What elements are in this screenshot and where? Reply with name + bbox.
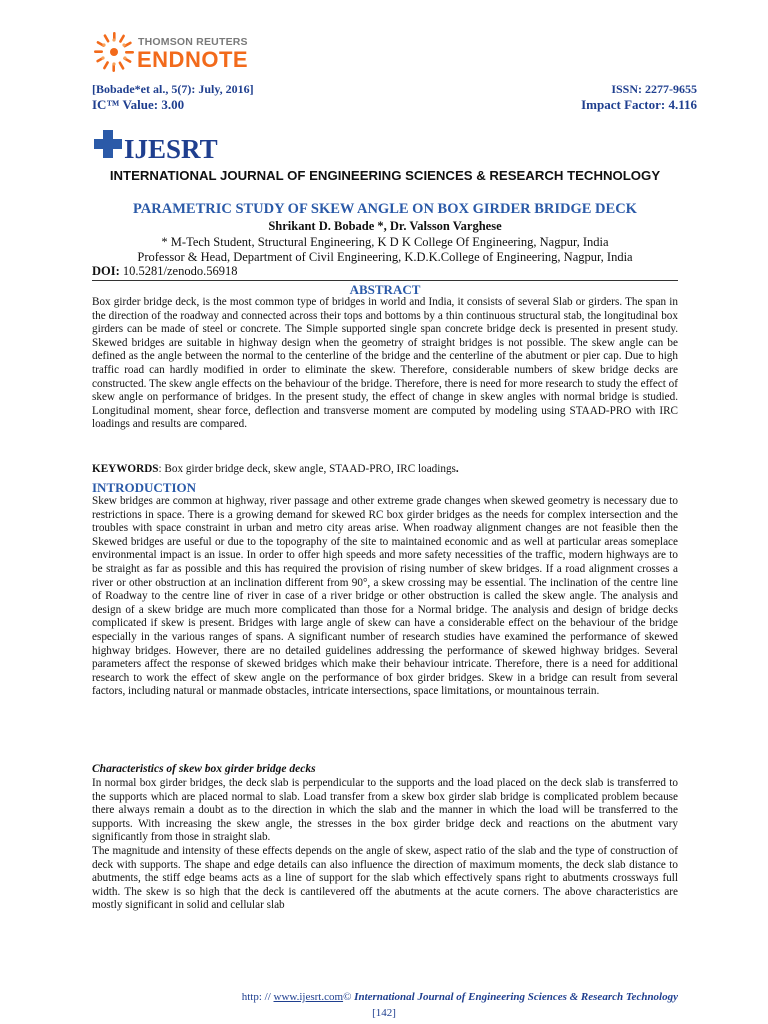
logo-product: ENDNOTE xyxy=(137,47,249,72)
keywords-end: . xyxy=(455,463,459,475)
journal-name: INTERNATIONAL JOURNAL OF ENGINEERING SCIENCES & RESEARCH TECHNOLOGY xyxy=(109,168,661,183)
introduction-text: Skew bridges are common at highway, river passage and other extreme grade changes when skewed geometry is necessary due to restrictions in space. There is a growing demand for skewed RC box girder bridges as the needs for complex intersection and the troubles with space constraint in urban and metro city areas arise. When roadway alignment changes are not feasible then the Skewed bridges are useful or due to the topography of the site to maintained economic and as well at particular areas someplace environmental impact is an issue. In order to offer high speeds and more safety necessities of the traffic, modern highways are to be straight as far as possible and this has required the provision of rising number of skew bridges. If a road alignment crosses a river or other obstruction at an inclination different from 90°, a skew crossing may be essential. The inclination of the centre line of Roadway to the centre line of river in case of a river bridge or other obstruction is called the skew angle. The analysis and design of a skew bridge are much more complicated than those for a Normal bridge. The analysis and design of bridge decks complicated if skew is present. Bridges with large angle of skew can have a considerable effect on the behaviour of the bridge especially in the various ranges of spans. A significant number of research studies have examined the performance of skewed highway bridges. However, there are no detailed guidelines addressing the performance of skewed highway bridges. Several parameters affect the response of skewed bridges which make their behaviour intricate. Therefore, there is a need for additional research to work the effect of skew angle on the performance of box girder bridges. Skew in a bridge can result from several factors, including natural or manmade obstacles, intricate intersections, space limitations, or mountainous terrain. xyxy=(92,495,678,698)
impact-factor: Impact Factor: 4.116 xyxy=(581,97,697,112)
affiliation-2: Professor & Head, Department of Civil Engineering, K.D.K.College of Engineering, Nagpur, India xyxy=(137,250,633,264)
doi-label: DOI: xyxy=(92,264,120,278)
footer-url-link[interactable]: www.ijesrt.com xyxy=(273,991,344,1003)
abstract-heading: ABSTRACT xyxy=(349,282,421,297)
affiliation-1: * M-Tech Student, Structural Engineering, K D K College Of Engineering, Nagpur, India xyxy=(161,235,609,249)
footer xyxy=(92,991,678,1003)
paper-title: PARAMETRIC STUDY OF SKEW ANGLE ON BOX GIRDER BRIDGE DECK xyxy=(133,201,637,217)
footer-prefix: http: // xyxy=(241,991,274,1003)
plus-icon xyxy=(94,130,122,158)
keywords-text: : Box girder bridge deck, skew angle, STAAD-PRO, IRC loadings xyxy=(158,463,456,475)
abstract-text: Box girder bridge deck, is the most common type of bridges in world and India, it consists of several Slab or girders. The span in the direction of the roadway and connected across their tops and bottoms by a thin continuous structural stab, the longitudinal box girders can be made of steel or concrete. The Simple supported single span concrete bridge deck is presented in present study. Skewed bridges are suitable in highway design when the geometry of straight bridges is not possible. The skew angle can be defined as the angle between the normal to the centerline of the bridge and the centerline of the abutment or pier cap. Due to high traffic road can hardly modified in order to eliminate the skew. Therefore, considerable numbers of skew bridge decks are constructed. The skew angle effects on the behaviour of the bridge. Therefore, there is need for more research to study the effect of skew angle on performance of bridges. In the present study, the effect of change in skew angles with normal bridge is studied. Longitudinal moment, shear force, deflection and transverse moment are computed by modeling using STAAD-PRO with IRC loadings and results are compared. xyxy=(92,296,678,431)
keywords xyxy=(92,463,678,475)
ic-value: IC™ Value: 3.00 xyxy=(92,97,185,112)
sunburst-icon xyxy=(94,30,134,74)
page-number: [142] xyxy=(372,1007,396,1019)
introduction-heading: INTRODUCTION xyxy=(92,480,197,495)
endnote-logo xyxy=(94,28,274,76)
ijesrt-name: IJESRT xyxy=(124,134,218,164)
doi xyxy=(92,264,237,279)
characteristics-heading: Characteristics of skew box girder bridge decks xyxy=(92,763,316,775)
paper-authors: Shrikant D. Bobade *, Dr. Valsson Varghese xyxy=(268,219,502,233)
header-divider xyxy=(92,280,678,281)
doi-value: 10.5281/zenodo.56918 xyxy=(119,264,238,278)
logo-publisher: THOMSON REUTERS xyxy=(138,36,248,48)
citation: [Bobade*et al., 5(7): July, 2016] xyxy=(92,82,254,96)
header-citation-block xyxy=(92,82,254,112)
issn: ISSN: 2277-9655 xyxy=(611,82,697,96)
characteristics-paragraph-1: In normal box girder bridges, the deck slab is perpendicular to the supports and the load placed on the deck slab is transferred to the supports which are placed normal to slab. Load transfer from a skew box girder slab bridge is complicated problem because there always remain a doubt as to the direction in which the slab and the manner in which the load will be transferred to the supports. With increasing the skew angle, the stresses in the box girder bridge deck and reactions on the abutment vary significantly from those in straight slab. xyxy=(92,777,678,844)
characteristics-paragraph-2: The magnitude and intensity of these effects depends on the angle of skew, aspect ratio of the slab and the type of construction of deck with supports. The shape and edge details can also influence the direction of maximum moments, the deck slab distance to abutments, the stiff edge beams acts as a line of support for the slab which effectively spans right to abutments crossways full width. The skew is so high that the deck is cantilevered off the abutments at the acute corners. The above characteristics are mostly significant in solid and cellular slab xyxy=(92,845,678,912)
footer-copyright: © xyxy=(343,991,355,1003)
footer-journal: International Journal of Engineering Sciences & Research Technology xyxy=(354,991,678,1003)
header-issn-block xyxy=(581,82,697,112)
keywords-label: KEYWORDS xyxy=(92,463,159,475)
